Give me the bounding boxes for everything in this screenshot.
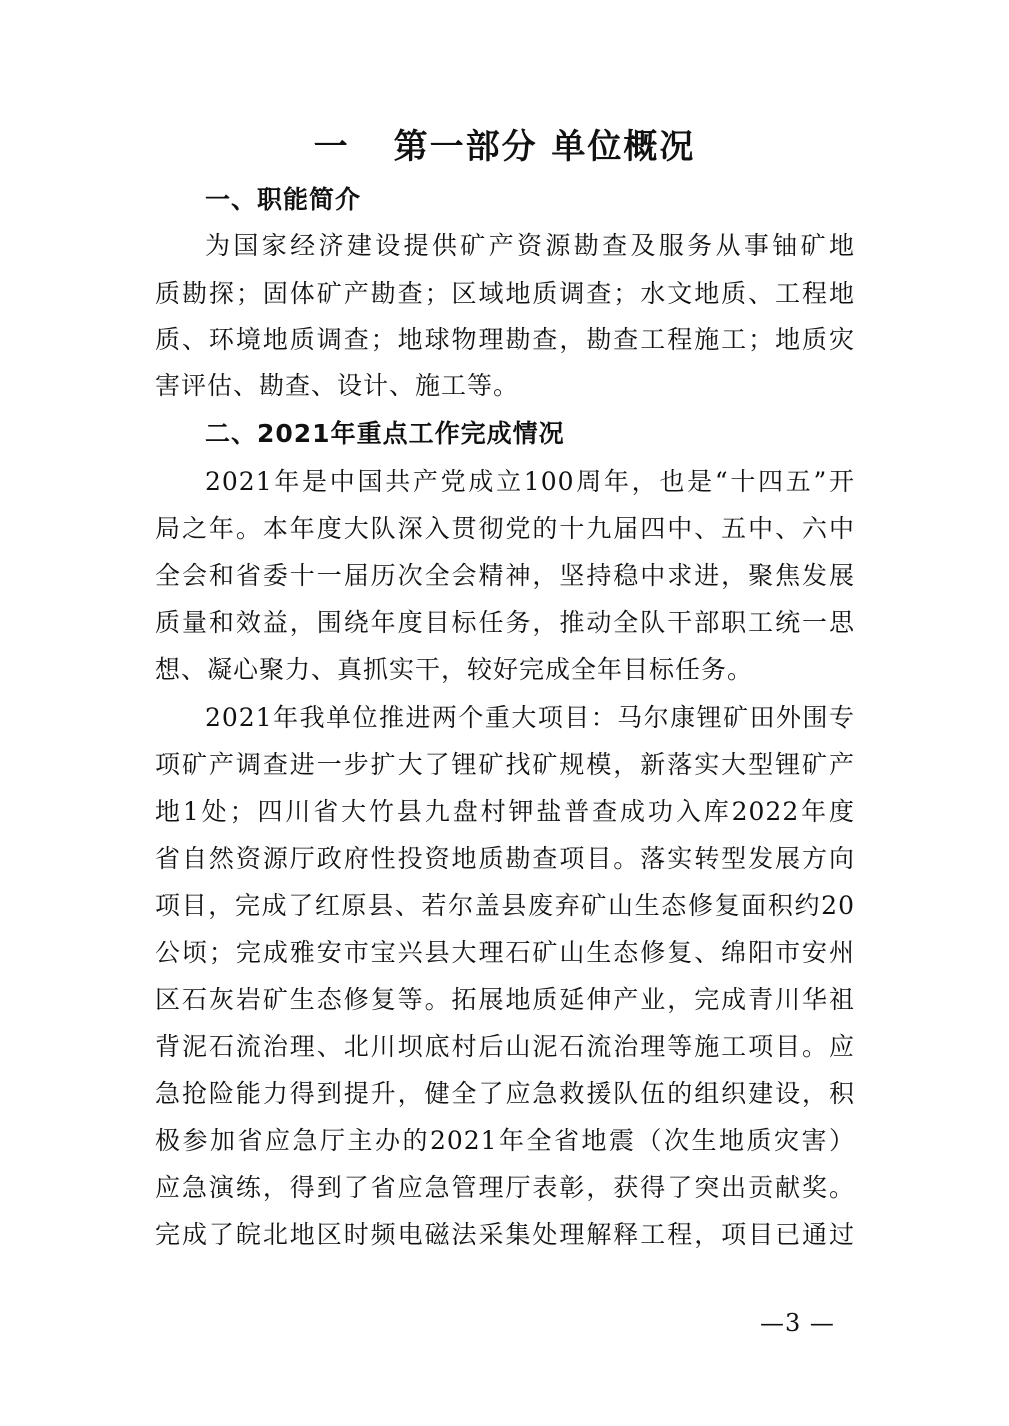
section-heading-1: 一、职能简介 bbox=[205, 185, 362, 214]
paragraph-line: 公顷；完成雅安市宝兴县大理石矿山生态修复、绵阳市安州 bbox=[155, 938, 855, 967]
paragraph-line: 完成了皖北地区时频电磁法采集处理解释工程，项目已通过 bbox=[155, 1220, 855, 1249]
paragraph-line: 省自然资源厅政府性投资地质勘查项目。落实转型发展方向 bbox=[155, 844, 855, 873]
paragraph-line: 2021年我单位推进两个重大项目：马尔康锂矿田外围专 bbox=[205, 703, 855, 732]
page-number: —3 — bbox=[760, 1309, 835, 1337]
paragraph-line: 急抢险能力得到提升，健全了应急救援队伍的组织建设，积 bbox=[155, 1079, 855, 1108]
paragraph-line: 地1处；四川省大竹县九盘村钾盐普查成功入库2022年度 bbox=[155, 797, 855, 826]
page-title-number: 一 bbox=[313, 127, 350, 167]
paragraph-line: 区石灰岩矿生态修复等。拓展地质延伸产业，完成青川华祖 bbox=[155, 985, 855, 1014]
paragraph-line: 为国家经济建设提供矿产资源勘查及服务从事铀矿地 bbox=[205, 231, 855, 260]
paragraph-line: 背泥石流治理、北川坝底村后山泥石流治理等施工项目。应 bbox=[155, 1032, 855, 1061]
paragraph-line: 极参加省应急厅主办的2021年全省地震（次生地质灾害） bbox=[155, 1126, 855, 1155]
paragraph-line: 项矿产调查进一步扩大了锂矿找矿规模，新落实大型锂矿产 bbox=[155, 750, 855, 779]
paragraph-line: 全会和省委十一届历次全会精神，坚持稳中求进，聚焦发展 bbox=[155, 561, 855, 590]
section-heading-2: 二、2021年重点工作完成情况 bbox=[205, 419, 565, 448]
paragraph-line: 应急演练，得到了省应急管理厅表彰，获得了突出贡献奖。 bbox=[155, 1173, 855, 1202]
paragraph-line: 质勘探；固体矿产勘查；区域地质调查；水文地质、工程地 bbox=[155, 279, 855, 308]
paragraph-line: 质、环境地质调查；地球物理勘查，勘查工程施工；地质灾 bbox=[155, 325, 855, 354]
page-title-text: 第一部分 单位概况 bbox=[393, 127, 696, 167]
paragraph-line: 质量和效益，围绕年度目标任务，推动全队干部职工统一思 bbox=[155, 608, 855, 637]
paragraph-line: 害评估、勘查、设计、施工等。 bbox=[155, 371, 520, 400]
paragraph-line: 2021年是中国共产党成立100周年，也是“十四五”开 bbox=[205, 467, 855, 496]
paragraph-line: 项目，完成了红原县、若尔盖县废弃矿山生态修复面积约20 bbox=[155, 891, 855, 920]
page-title bbox=[0, 122, 1009, 172]
paragraph-line: 想、凝心聚力、真抓实干，较好完成全年目标任务。 bbox=[155, 655, 754, 684]
paragraph-line: 局之年。本年度大队深入贯彻党的十九届四中、五中、六中 bbox=[155, 514, 855, 543]
